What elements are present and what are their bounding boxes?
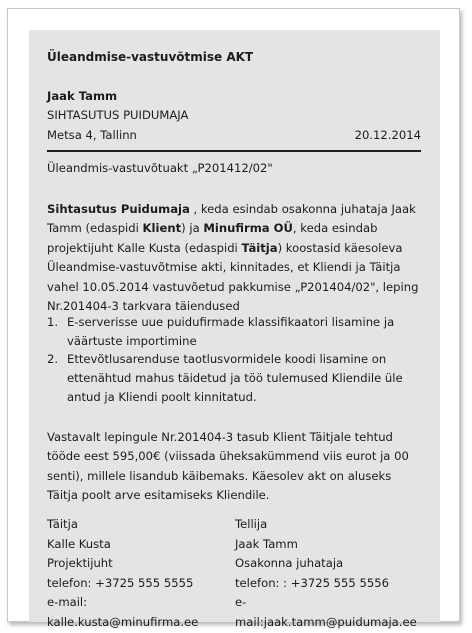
payment-paragraph: Vastavalt lepingule Nr.201404-3 tasub Klient Täitjale tehtud tööde eest 595,00€ (viissada üheksakümmend viis eurot ja 00 senti), millele lisandub käibemaks. Käesolev akt on aluseks Täitja poolt arve esitamiseks Kliendile. (47, 430, 409, 503)
signature-block (47, 515, 421, 633)
sender-name: Jaak Tamm (47, 89, 118, 103)
intro-text-d: ) koostasid käesoleva Üleandmise-vastuvõtmise akti, kinnitades, et Kliendi ja Täitja vahel 10.05.2014 vastuvõetud pakkumise „P201404/02", leping Nr.201404-3 tarkvara täiendused (47, 240, 419, 314)
document-reference: Üleandmis-vastuvõtuakt „P201412/02" (47, 161, 273, 175)
party1-name: Sihtasutus Puidumaja (47, 202, 190, 216)
list-item-number: 2. (47, 352, 59, 367)
party1-alias: Klient (142, 221, 182, 236)
work-items-list (47, 313, 421, 407)
list-item (47, 313, 421, 350)
list-item-text: Ettevõtlusarenduse taotlusvormidele koodi lisamine on ettenähtud mahus täidetud ja töö tulemused Kliendile üle antud ja Kliendi poolt kinnitatud. (67, 352, 403, 404)
sender-address: Metsa 4, Tallinn (47, 127, 137, 142)
signature-role: Tellija (235, 517, 268, 531)
signature-phone: telefon: : +3725 555 5556 (235, 575, 389, 590)
intro-text-b: ) ja (181, 221, 204, 236)
party2-alias: Täitja (241, 240, 278, 255)
signature-contractor (47, 515, 235, 633)
sender-block (47, 87, 421, 145)
header-divider (47, 150, 421, 152)
signature-client (235, 515, 421, 633)
signature-email: e-mail:jaak.tamm@puidumaja.ee (235, 595, 417, 629)
signature-name: Jaak Tamm (235, 536, 298, 551)
signature-name: Kalle Kusta (47, 536, 111, 551)
signature-position: Projektijuht (47, 556, 113, 571)
list-item (47, 350, 421, 406)
list-item-text: E-serverisse uue puidufirmade klassifikaatori lisamine ja väärtuste importimine (67, 315, 395, 348)
intro-paragraph (47, 200, 421, 316)
signature-role: Täitja (47, 517, 78, 531)
signature-phone: telefon: +3725 555 5555 (47, 575, 194, 590)
signature-email: e-mail: kalle.kusta@minufirma.ee (47, 595, 199, 629)
list-item-number: 1. (47, 315, 59, 329)
document-date: 20.12.2014 (354, 127, 421, 142)
intro-text-c: , keda esindab projektijuht Kalle Kusta (edaspidi (47, 221, 378, 255)
party2-name: Minufirma OÜ (203, 221, 293, 236)
address-row (47, 126, 421, 145)
sender-organization: SIHTASUTUS PUIDUMAJA (47, 108, 189, 123)
document-title: Üleandmise-vastuvõtmise AKT (47, 50, 254, 64)
signature-position: Osakonna juhataja (235, 556, 344, 571)
intro-text-a: , keda esindab osakonna juhataja Jaak Tamm (edaspidi (47, 202, 416, 236)
